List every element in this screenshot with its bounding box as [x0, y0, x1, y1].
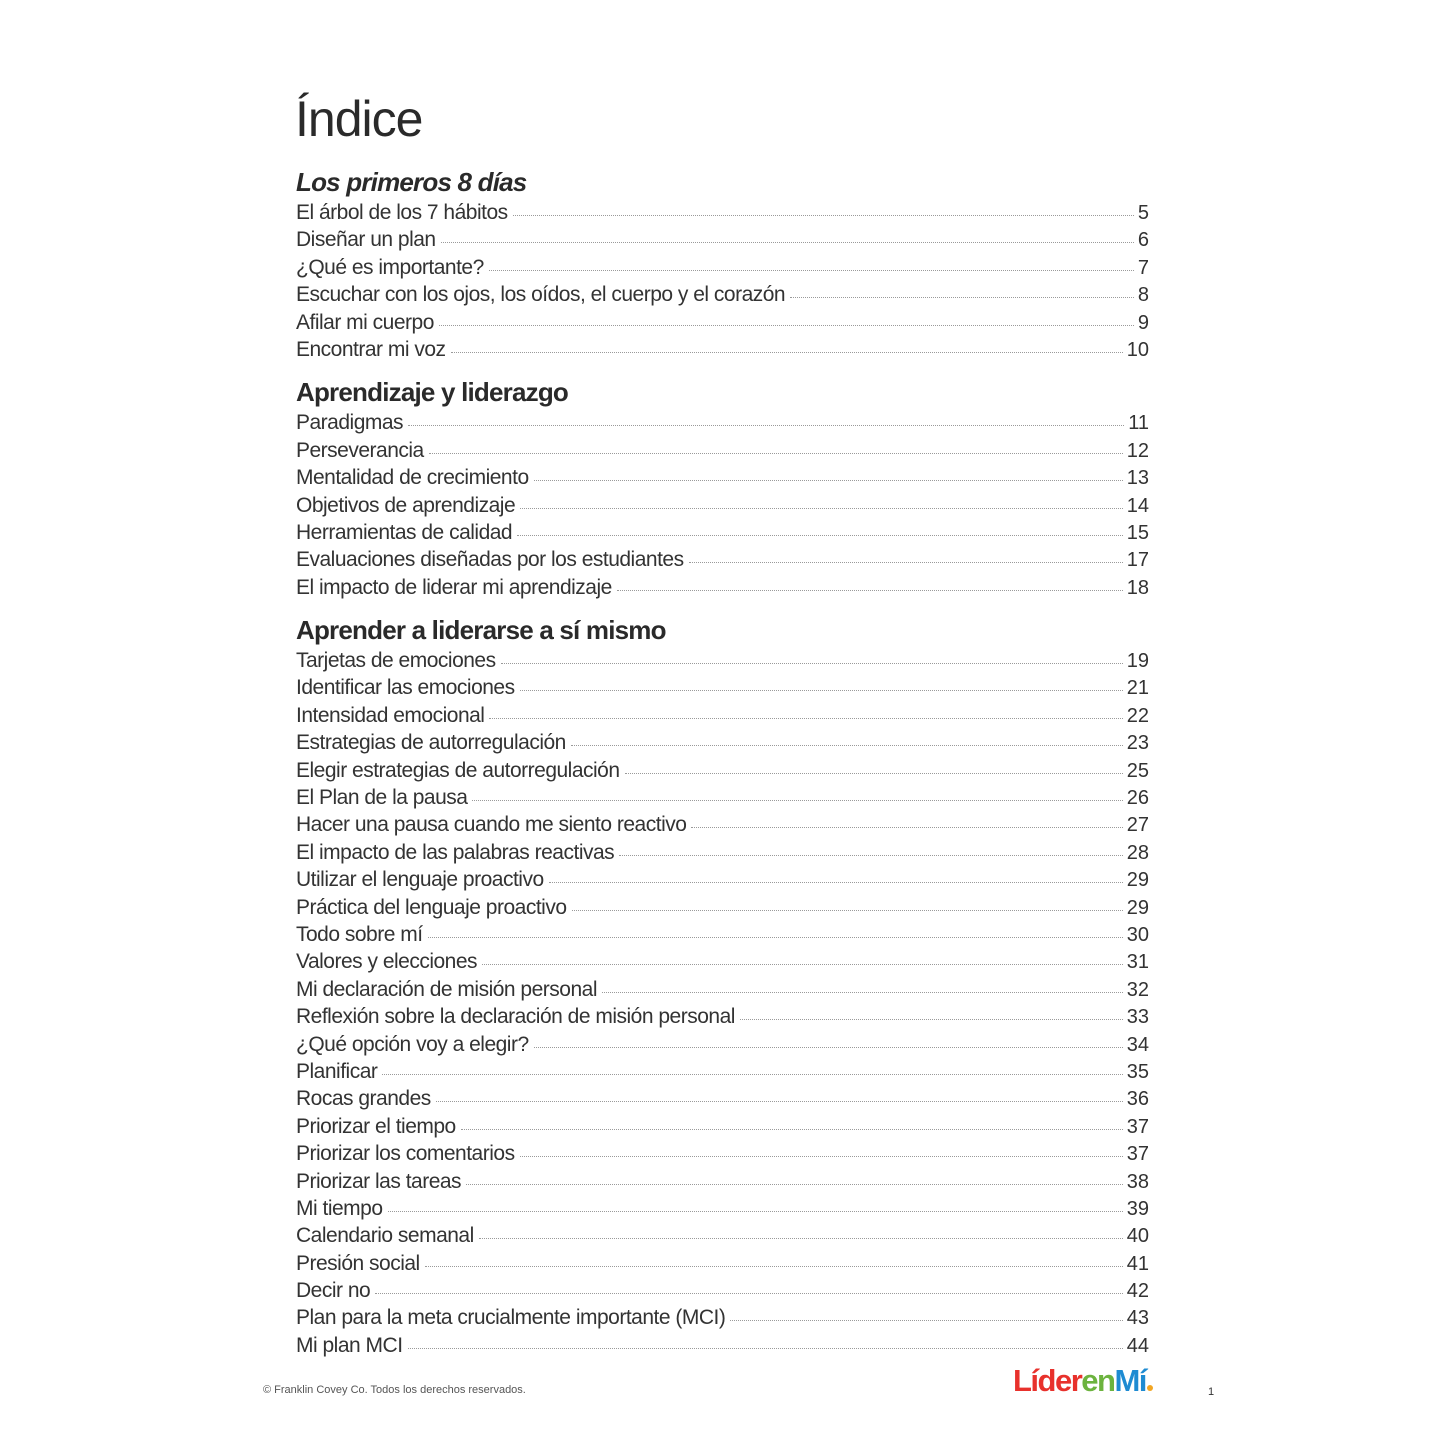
dot-leader [520, 1155, 1123, 1157]
section-heading: Aprender a liderarse a sí mismo [296, 615, 666, 646]
toc-entry [296, 1113, 1149, 1140]
toc-entry-page: 13 [1126, 467, 1149, 490]
toc-entry-page: 29 [1126, 869, 1149, 892]
toc-entry-title: El impacto de liderar mi aprendizaje [296, 575, 612, 599]
toc-entry-page: 18 [1126, 576, 1149, 599]
toc-entry-list [296, 409, 1149, 601]
toc-entry-page: 17 [1126, 549, 1149, 572]
toc-entry [296, 1277, 1149, 1304]
toc-entry-title: Encontrar mi voz [296, 337, 446, 361]
toc-entry [296, 492, 1149, 519]
logo-text-en: en [1081, 1363, 1115, 1398]
dot-leader [479, 1237, 1123, 1239]
toc-entry-page: 40 [1126, 1225, 1149, 1248]
toc-entry [296, 1250, 1149, 1277]
dot-leader [517, 534, 1123, 536]
toc-entry-title: El Plan de la pausa [296, 786, 468, 810]
toc-entry-page: 37 [1126, 1143, 1149, 1166]
logo-dot-icon [1147, 1385, 1153, 1391]
toc-entry-page: 26 [1126, 787, 1149, 810]
toc-entry-title: ¿Qué opción voy a elegir? [296, 1032, 529, 1056]
toc-entry-page: 22 [1126, 704, 1149, 727]
toc-entry-title: Priorizar las tareas [296, 1169, 462, 1193]
toc-entry-title: Hacer una pausa cuando me siento reactivo [296, 813, 687, 837]
toc-entry [296, 674, 1149, 701]
toc-entry [296, 464, 1149, 491]
dot-leader [451, 351, 1123, 353]
toc-entry-title: Tarjetas de emociones [296, 649, 496, 673]
toc-section [296, 165, 1149, 363]
toc-entry-page: 43 [1126, 1307, 1149, 1330]
toc-entry-title: Planificar [296, 1059, 378, 1083]
toc-entry-page: 32 [1126, 978, 1149, 1001]
dot-leader [619, 854, 1123, 856]
toc-entry-title: Práctica del lenguaje proactivo [296, 895, 567, 919]
toc-entry-page: 21 [1126, 677, 1149, 700]
dot-leader [534, 479, 1123, 481]
toc-entry [296, 976, 1149, 1003]
toc-entry-title: Reflexión sobre la declaración de misión personal [296, 1005, 735, 1029]
dot-leader [466, 1183, 1123, 1185]
toc-entry [296, 1031, 1149, 1058]
toc-entry [296, 1140, 1149, 1167]
toc-entry-page: 42 [1126, 1280, 1149, 1303]
toc-entry-title: Presión social [296, 1251, 420, 1275]
lider-en-mi-logo [1013, 1365, 1153, 1396]
dot-leader [740, 1018, 1123, 1020]
dot-leader [388, 1210, 1123, 1212]
dot-leader [617, 589, 1123, 591]
dot-leader [428, 936, 1123, 938]
toc-entry-page: 15 [1126, 521, 1149, 544]
toc-entry-page: 19 [1126, 650, 1149, 673]
toc-entry-page: 23 [1126, 732, 1149, 755]
toc-entry [296, 1085, 1149, 1112]
toc-entry [296, 546, 1149, 573]
dot-leader [461, 1128, 1123, 1130]
toc-entry [296, 1222, 1149, 1249]
dot-leader [625, 772, 1123, 774]
section-heading: Los primeros 8 días [296, 167, 527, 197]
toc-entry [296, 254, 1149, 281]
dot-leader [520, 689, 1123, 691]
toc-entry [296, 647, 1149, 674]
toc-entry-page: 7 [1137, 256, 1149, 279]
toc-entry [296, 519, 1149, 546]
copyright-notice: © Franklin Covey Co. Todos los derechos reservados. [263, 1384, 526, 1396]
toc-entry-title: Decir no [296, 1279, 371, 1303]
toc-entry-title: Todo sobre mí [296, 922, 423, 946]
toc-entry-page: 5 [1137, 202, 1149, 224]
dot-leader [730, 1319, 1122, 1321]
dot-leader [429, 452, 1123, 454]
toc-entry-title: Evaluaciones diseñadas por los estudiantes [296, 548, 684, 572]
toc-entry-page: 33 [1126, 1006, 1149, 1029]
toc-entry [296, 1058, 1149, 1085]
dot-leader [489, 269, 1134, 271]
toc-entry [296, 437, 1149, 464]
logo-text-mi: Mí [1114, 1363, 1146, 1398]
toc-entry-title: Objetivos de aprendizaje [296, 493, 516, 517]
logo-text-lider: Líder [1013, 1363, 1082, 1398]
toc-entry-page: 25 [1126, 759, 1149, 782]
section-heading: Aprendizaje y liderazgo [296, 377, 569, 408]
dot-leader [689, 561, 1123, 563]
dot-leader [520, 507, 1123, 509]
toc-entry-title: Elegir estrategias de autorregulación [296, 758, 620, 782]
toc-entry [296, 702, 1149, 729]
toc-entry [296, 811, 1149, 838]
dot-leader [571, 744, 1123, 746]
toc-entry-title: Mi plan MCI [296, 1333, 403, 1357]
toc-entry-title: Afilar mi cuerpo [296, 310, 434, 334]
toc-entry-list [296, 199, 1149, 363]
toc-entry-page: 37 [1126, 1115, 1149, 1138]
toc-entry [296, 226, 1149, 253]
toc-entry-title: Plan para la meta crucialmente importante (MCI) [296, 1306, 726, 1330]
dot-leader [513, 214, 1134, 216]
toc-entry [296, 199, 1149, 226]
toc-entry [296, 729, 1149, 756]
toc-entry [296, 336, 1149, 363]
toc-entry [296, 574, 1149, 601]
dot-leader [501, 662, 1123, 664]
toc-entry [296, 1304, 1149, 1331]
dot-leader [602, 991, 1123, 993]
toc-entry-title: Calendario semanal [296, 1224, 474, 1248]
dot-leader [790, 296, 1134, 298]
toc-entry [296, 1332, 1149, 1359]
toc-entry [296, 309, 1149, 336]
toc-entry-title: Priorizar los comentarios [296, 1142, 515, 1166]
dot-leader [489, 717, 1122, 719]
toc-entry-title: Herramientas de calidad [296, 520, 513, 544]
dot-leader [691, 826, 1122, 828]
dot-leader [472, 799, 1122, 801]
toc-entry-page: 6 [1137, 229, 1149, 252]
toc-entry-page: 14 [1126, 494, 1149, 517]
toc-entry-list [296, 647, 1149, 1359]
dot-leader [534, 1046, 1123, 1048]
toc-entry-title: El impacto de las palabras reactivas [296, 840, 615, 864]
toc-entry-page: 35 [1126, 1060, 1149, 1083]
toc-entry-title: Utilizar el lenguaje proactivo [296, 868, 544, 892]
toc-section [296, 375, 1149, 601]
toc-entry-title: Valores y elecciones [296, 950, 478, 974]
toc-entry [296, 757, 1149, 784]
toc-entry-page: 12 [1126, 439, 1149, 462]
toc-entry-page: 38 [1126, 1170, 1149, 1193]
toc-entry-page: 44 [1126, 1334, 1149, 1357]
toc-entry-page: 30 [1126, 923, 1149, 946]
toc-entry-title: Escuchar con los ojos, los oídos, el cuerpo y el corazón [296, 283, 786, 307]
toc-entry-page: 27 [1126, 814, 1149, 837]
toc-entry-page: 41 [1126, 1252, 1149, 1275]
toc-entry-title: Diseñar un plan [296, 228, 436, 252]
toc-section [296, 613, 1149, 1359]
toc-entry-title: Priorizar el tiempo [296, 1114, 456, 1138]
toc-entry-title: Mi tiempo [296, 1196, 383, 1220]
toc-entry-page: 34 [1126, 1033, 1149, 1056]
page-title: Índice [295, 91, 423, 147]
dot-leader [572, 909, 1123, 911]
toc-entry [296, 409, 1149, 436]
toc-entry-page: 36 [1126, 1088, 1149, 1111]
toc-entry-page: 8 [1137, 284, 1149, 307]
toc-entry-title: Paradigmas [296, 411, 404, 435]
toc-entry-page: 9 [1137, 311, 1149, 334]
toc-entry-title: Intensidad emocional [296, 703, 485, 727]
dot-leader [375, 1292, 1123, 1294]
toc-entry-title: Mentalidad de crecimiento [296, 466, 529, 490]
toc-entry [296, 784, 1149, 811]
toc-entry-title: Mi declaración de misión personal [296, 977, 597, 1001]
dot-leader [408, 1347, 1123, 1349]
toc-entry-page: 10 [1126, 338, 1149, 361]
table-of-contents [296, 165, 1149, 1359]
toc-entry-page: 39 [1126, 1197, 1149, 1220]
toc-entry-page: 29 [1126, 896, 1149, 919]
toc-entry [296, 1003, 1149, 1030]
toc-entry [296, 281, 1149, 308]
dot-leader [482, 963, 1123, 965]
dot-leader [436, 1100, 1123, 1102]
toc-entry-title: El árbol de los 7 hábitos [296, 201, 508, 224]
dot-leader [382, 1073, 1122, 1075]
dot-leader [441, 241, 1134, 243]
toc-entry-page: 28 [1126, 841, 1149, 864]
dot-leader [425, 1265, 1123, 1267]
toc-entry-title: ¿Qué es importante? [296, 255, 484, 279]
toc-entry-page: 11 [1128, 412, 1149, 435]
dot-leader [408, 424, 1124, 426]
toc-entry [296, 921, 1149, 948]
toc-entry-title: Rocas grandes [296, 1087, 431, 1111]
toc-entry [296, 948, 1149, 975]
toc-entry [296, 839, 1149, 866]
toc-entry-title: Estrategias de autorregulación [296, 731, 566, 755]
toc-entry [296, 894, 1149, 921]
toc-entry-title: Perseverancia [296, 438, 424, 462]
dot-leader [439, 324, 1134, 326]
dot-leader [549, 881, 1123, 883]
toc-entry [296, 1195, 1149, 1222]
toc-entry-page: 31 [1126, 951, 1149, 974]
page-number: 1 [1208, 1386, 1215, 1398]
toc-entry [296, 1168, 1149, 1195]
toc-entry-title: Identificar las emociones [296, 676, 515, 700]
toc-entry [296, 866, 1149, 893]
